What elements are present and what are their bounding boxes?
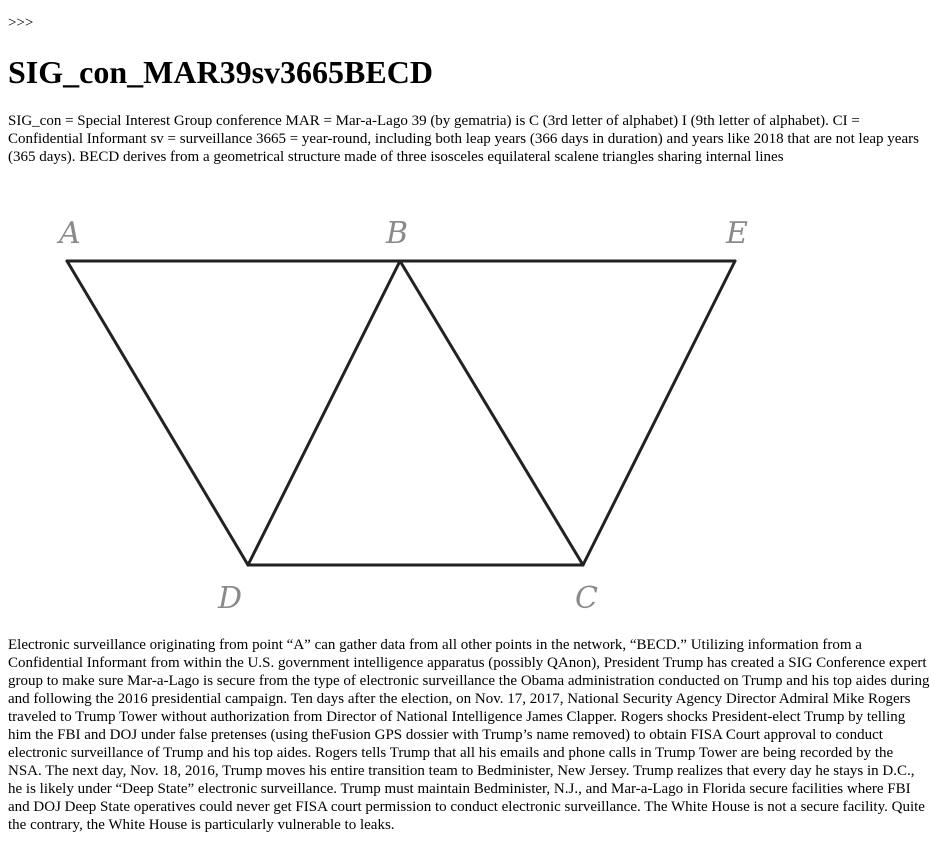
- point-label-b: B: [386, 216, 409, 251]
- triangle-diagram-svg: [30, 205, 770, 625]
- edge-c-e: [583, 261, 735, 565]
- point-label-e: E: [726, 216, 748, 251]
- point-label-a: A: [59, 216, 81, 251]
- edge-a-d: [67, 261, 248, 565]
- intro-paragraph: SIG_con = Special Interest Group conference MAR = Mar-a-Lago 39 (by gematria) is C (3rd letter of alphabet) I (9th letter of alphabet). CI = Confidential Informant sv = surveillance 3665 = year-round, including both leap years (366 days in duration) and years like 2018 that are not leap years (365 days). BECD derives from a geometrical structure made of three isosceles equilateral scalene triangles sharing internal lines: [8, 113, 919, 165]
- page-title: SIG_con_MAR39sv3665BECD: [8, 54, 433, 90]
- edge-d-b: [248, 261, 400, 565]
- edge-b-c: [400, 261, 583, 565]
- breadcrumb: >>>: [8, 15, 34, 31]
- point-label-c: C: [575, 581, 598, 616]
- body-paragraph: Electronic surveillance originating from point “A” can gather data from all other points in the network, “BECD.” Utilizing information from a Confidential Informant from within the U.S. government intelligence apparatus (possibly QAnon), President Trump has created a SIG Conference expert group to make sure Mar-a-Lago is secure from the type of electronic surveillance the Obama administration conducted on Trump and his top aides during and following the 2016 presidential campaign. Ten days after the election, on Nov. 17, 2017, National Security Agency Director Admiral Mike Rogers traveled to Trump Tower without authorization from Director of National Intelligence James Clapper. Rogers shocks President-elect Trump by telling him the FBI and DOJ under false pretenses (using theFusion GPS dossier with Trump’s name removed) to obtain FISA Court approval to conduct electronic surveillance of Trump and his top aides. Rogers tells Trump that all his emails and phone calls in Trump Tower are being recorded by the NSA. The next day, Nov. 18, 2016, Trump moves his entire transition team to Bedminister, New Jersey. Trump realizes that every day he stays in D.C., he is likely under “Deep State” electronic surveillance. Trump must maintain Bedminister, N.J., and Mar-a-Lago in Florida secure facilities where FBI and DOJ Deep State operatives could never get FISA court permission to conduct electronic surveillance. The White House is not a secure facility. Quite the contrary, the White House is particularly vulnerable to leaks.: [8, 637, 930, 833]
- point-label-d: D: [218, 581, 243, 616]
- triangle-diagram: [30, 205, 770, 625]
